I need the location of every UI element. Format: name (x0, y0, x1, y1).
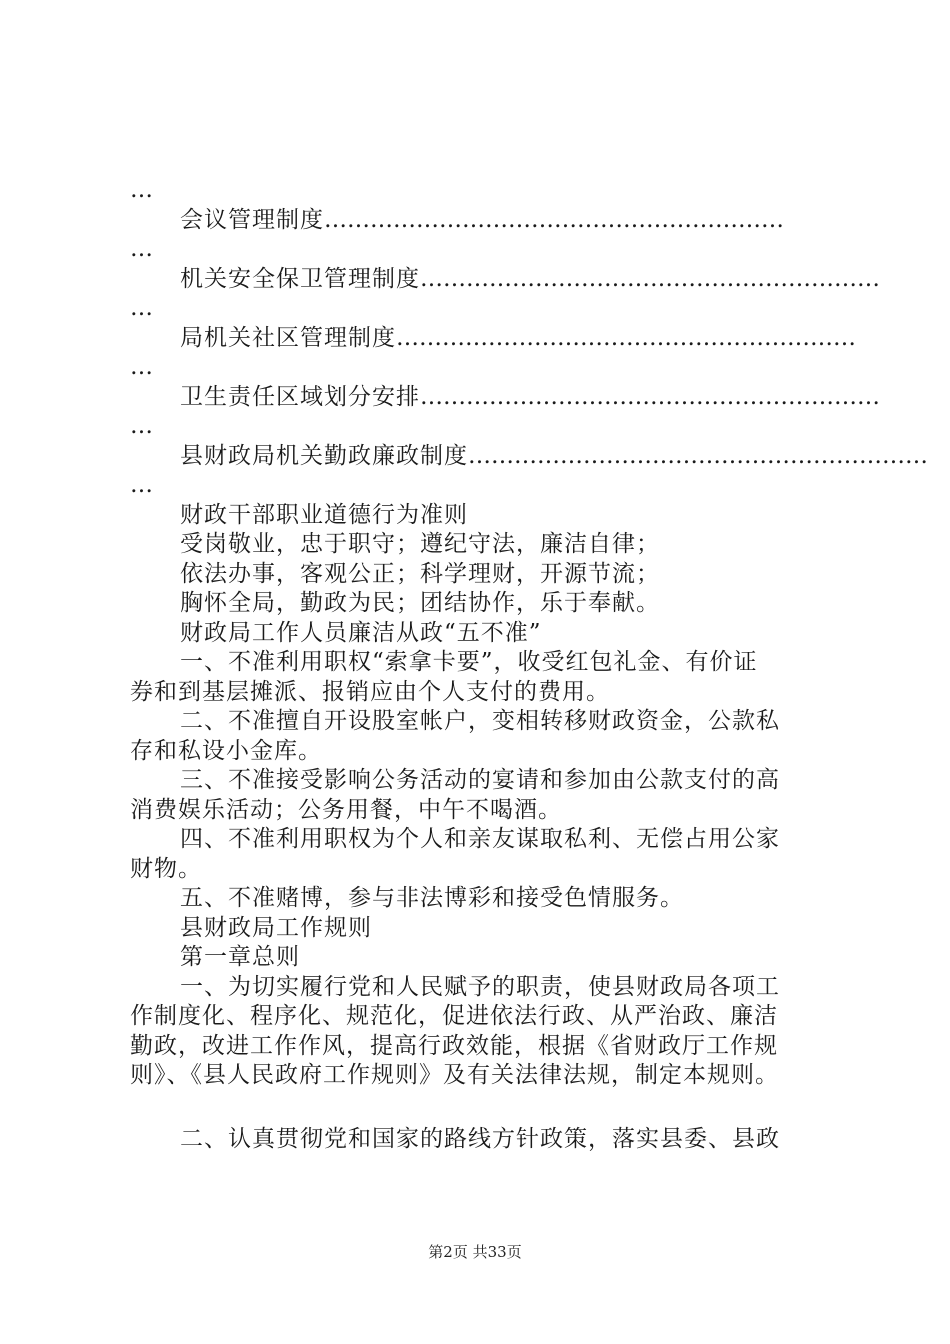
body-line: 依法办事，客观公正；科学理财，开源节流； (180, 560, 660, 587)
body-line: 消费娱乐活动；公务用餐，中午不喝酒。 (130, 796, 562, 823)
body-line: 四、不准利用职权为个人和亲友谋取私利、无偿占用公家 (180, 826, 780, 852)
body-line: 二、不准擅自开设股室帐户，变相转移财政资金，公款私 (180, 708, 780, 734)
body-line: 受岗敬业，忠于职守；遵纪守法，廉洁自律； (180, 531, 660, 557)
body-line: 一、为切实履行党和人民赋予的职责，使县财政局各项工 (180, 973, 780, 1000)
section-heading: 县财政局工作规则 (180, 914, 372, 941)
toc-leader-continuation: … (130, 472, 154, 498)
body-line: 五、不准赌博，参与非法博彩和接受色情服务。 (180, 885, 684, 911)
page-footer: 第2页 共33页 (428, 1243, 522, 1261)
toc-entry-security[interactable] (130, 265, 880, 295)
toc-leader: …………………………………………………… (324, 206, 784, 233)
toc-leader-continuation: … (130, 236, 154, 262)
toc-entry-title: 卫生责任区域划分安排 (180, 383, 420, 410)
body-line: 财物。 (130, 855, 202, 882)
toc-leader-continuation: … (130, 295, 154, 321)
toc-entry-title: 局机关社区管理制度 (180, 324, 396, 351)
toc-entry-community[interactable] (130, 324, 856, 354)
toc-leader-continuation: … (130, 413, 154, 439)
toc-entry-title: 县财政局机关勤政廉政制度 (180, 442, 468, 469)
toc-entry-sanitation[interactable] (130, 383, 880, 413)
toc-leader: …………………………………………………… (420, 265, 880, 292)
body-line: 作制度化、程序化、规范化，促进依法行政、从严治政、廉洁 (130, 1003, 778, 1029)
body-line: 胸怀全局，勤政为民；团结协作，乐于奉献。 (180, 590, 660, 616)
toc-entry-meeting[interactable] (130, 206, 832, 236)
body-line: 存和私设小金库。 (130, 737, 322, 764)
body-line: 二、认真贯彻党和国家的路线方针政策，落实县委、县政 (180, 1125, 780, 1152)
section-heading: 财政干部职业道德行为准则 (180, 501, 468, 528)
paragraph-gap (130, 1091, 832, 1125)
toc-leader-continuation: … (130, 177, 154, 203)
toc-leader: …………………………………………………… (420, 383, 880, 410)
body-line: 三、不准接受影响公务活动的宴请和参加由公款支付的高 (180, 767, 780, 793)
toc-entry-title: 机关安全保卫管理制度 (180, 265, 420, 292)
toc-leader: …………………………………………………… (468, 442, 928, 469)
body-line: 勤政，改进工作作风，提高行政效能，根据《省财政厅工作规 (130, 1032, 778, 1059)
body-line: 则》、《县人民政府工作规则》及有关法律法规，制定本规则。 (130, 1062, 779, 1088)
section-heading: 财政局工作人员廉洁从政“五不准” (180, 619, 542, 646)
toc-leader-continuation: … (130, 354, 154, 380)
document-body (130, 176, 928, 1154)
toc-entry-title: 会议管理制度 (180, 206, 324, 233)
chapter-heading: 第一章总则 (180, 944, 300, 970)
body-line: 一、不准利用职权“索拿卡要”，收受红包礼金、有价证 (180, 649, 758, 675)
toc-leader: …………………………………………………… (396, 324, 856, 351)
body-line: 券和到基层摊派、报销应由个人支付的费用。 (130, 678, 610, 705)
toc-entry-integrity[interactable] (130, 442, 928, 472)
